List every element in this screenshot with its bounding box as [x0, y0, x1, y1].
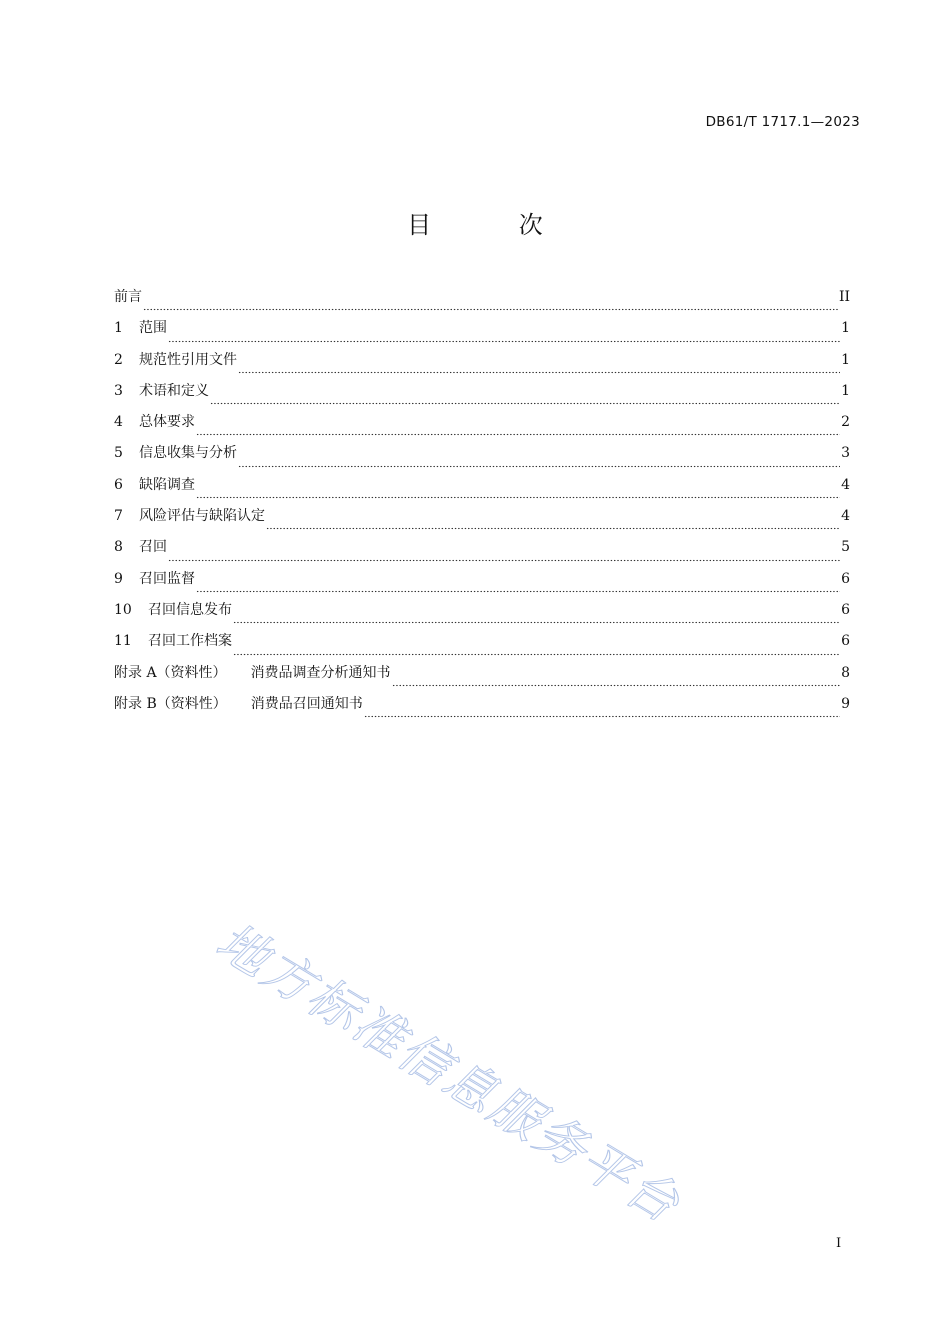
- toc-dot-leader: [168, 548, 840, 562]
- toc-dot-leader: [196, 422, 840, 436]
- toc-dot-leader: [143, 297, 838, 311]
- toc-entry-number: 8: [114, 539, 123, 556]
- toc-entry-page: 1: [841, 320, 850, 337]
- toc-entry-7[interactable]: [114, 505, 850, 536]
- toc-entry-page: 6: [841, 601, 850, 618]
- toc-entry-label: 召回监督: [139, 570, 195, 587]
- toc-entry-number: 7: [114, 508, 123, 525]
- toc-entry-label: 前言: [114, 289, 142, 305]
- toc-entry-page: 2: [841, 414, 850, 431]
- toc-entry-label: 总体要求: [139, 414, 195, 431]
- toc-entry-1[interactable]: [114, 317, 850, 348]
- toc-entry-page: II: [838, 289, 850, 305]
- toc-entry-8[interactable]: [114, 536, 850, 567]
- toc-dot-leader: [196, 579, 840, 593]
- table-of-contents: [114, 286, 850, 724]
- toc-entry-page: 4: [841, 476, 850, 493]
- toc-entry-label: 缺陷调查: [139, 476, 195, 493]
- toc-dot-leader: [196, 485, 840, 499]
- toc-entry-9[interactable]: [114, 568, 850, 599]
- toc-entry-number: 3: [114, 382, 123, 399]
- toc-entry-page: 4: [841, 508, 850, 525]
- toc-entry-label: 召回: [139, 539, 167, 556]
- toc-entry-page: 9: [841, 695, 850, 712]
- toc-dot-leader: [210, 391, 840, 405]
- page-number: I: [836, 1236, 842, 1251]
- toc-entry-3[interactable]: [114, 380, 850, 411]
- toc-dot-leader: [238, 360, 840, 374]
- toc-entry-label: 术语和定义: [139, 382, 209, 399]
- toc-dot-leader: [364, 704, 840, 718]
- toc-appendix-title: 消费品召回通知书: [250, 695, 363, 712]
- toc-entry-11[interactable]: [114, 630, 850, 661]
- toc-entry-page: 1: [841, 351, 850, 368]
- toc-entry-label: 信息收集与分析: [139, 445, 237, 462]
- toc-entry-page: 1: [841, 382, 850, 399]
- watermark: 地方标准信息服务平台: [203, 917, 701, 1234]
- toc-appendix-label: 附录 B（资料性）: [114, 695, 227, 712]
- toc-entry-10[interactable]: [114, 599, 850, 630]
- toc-entry-page: 5: [841, 539, 850, 556]
- toc-entry-number: 4: [114, 414, 123, 431]
- toc-entry-appendix-a[interactable]: [114, 662, 850, 693]
- toc-entry-page: 3: [841, 445, 850, 462]
- toc-entry-number: 10: [114, 601, 132, 618]
- toc-appendix-label: 附录 A（资料性）: [114, 664, 227, 681]
- toc-dot-leader: [233, 610, 840, 624]
- toc-entry-number: 2: [114, 351, 123, 368]
- toc-entry-number: 1: [114, 320, 123, 337]
- toc-appendix-title: 消费品调查分析通知书: [250, 664, 391, 681]
- toc-entry-label: 召回工作档案: [148, 633, 232, 650]
- toc-dot-leader: [168, 329, 840, 343]
- toc-entry-number: 5: [114, 445, 123, 462]
- toc-entry-page: 8: [841, 664, 850, 681]
- toc-entry-4[interactable]: [114, 411, 850, 442]
- document-code: DB61/T 1717.1—2023: [705, 114, 860, 130]
- toc-entry-page: 6: [841, 570, 850, 587]
- toc-entry-appendix-b[interactable]: [114, 693, 850, 724]
- toc-entry-label: 规范性引用文件: [139, 351, 237, 368]
- toc-entry-foreword[interactable]: [114, 286, 850, 317]
- toc-dot-leader: [392, 673, 841, 687]
- toc-dot-leader: [266, 516, 840, 530]
- toc-entry-number: 6: [114, 476, 123, 493]
- toc-entry-label: 召回信息发布: [148, 601, 232, 618]
- toc-entry-2[interactable]: [114, 349, 850, 380]
- toc-title: 目 次: [407, 211, 583, 239]
- toc-dot-leader: [233, 642, 840, 656]
- toc-entry-number: 9: [114, 570, 123, 587]
- toc-entry-number: 11: [114, 633, 132, 650]
- toc-entry-page: 6: [841, 633, 850, 650]
- toc-dot-leader: [238, 454, 840, 468]
- toc-entry-label: 风险评估与缺陷认定: [139, 508, 265, 525]
- toc-entry-label: 范围: [139, 320, 167, 337]
- toc-entry-6[interactable]: [114, 474, 850, 505]
- toc-entry-5[interactable]: [114, 442, 850, 473]
